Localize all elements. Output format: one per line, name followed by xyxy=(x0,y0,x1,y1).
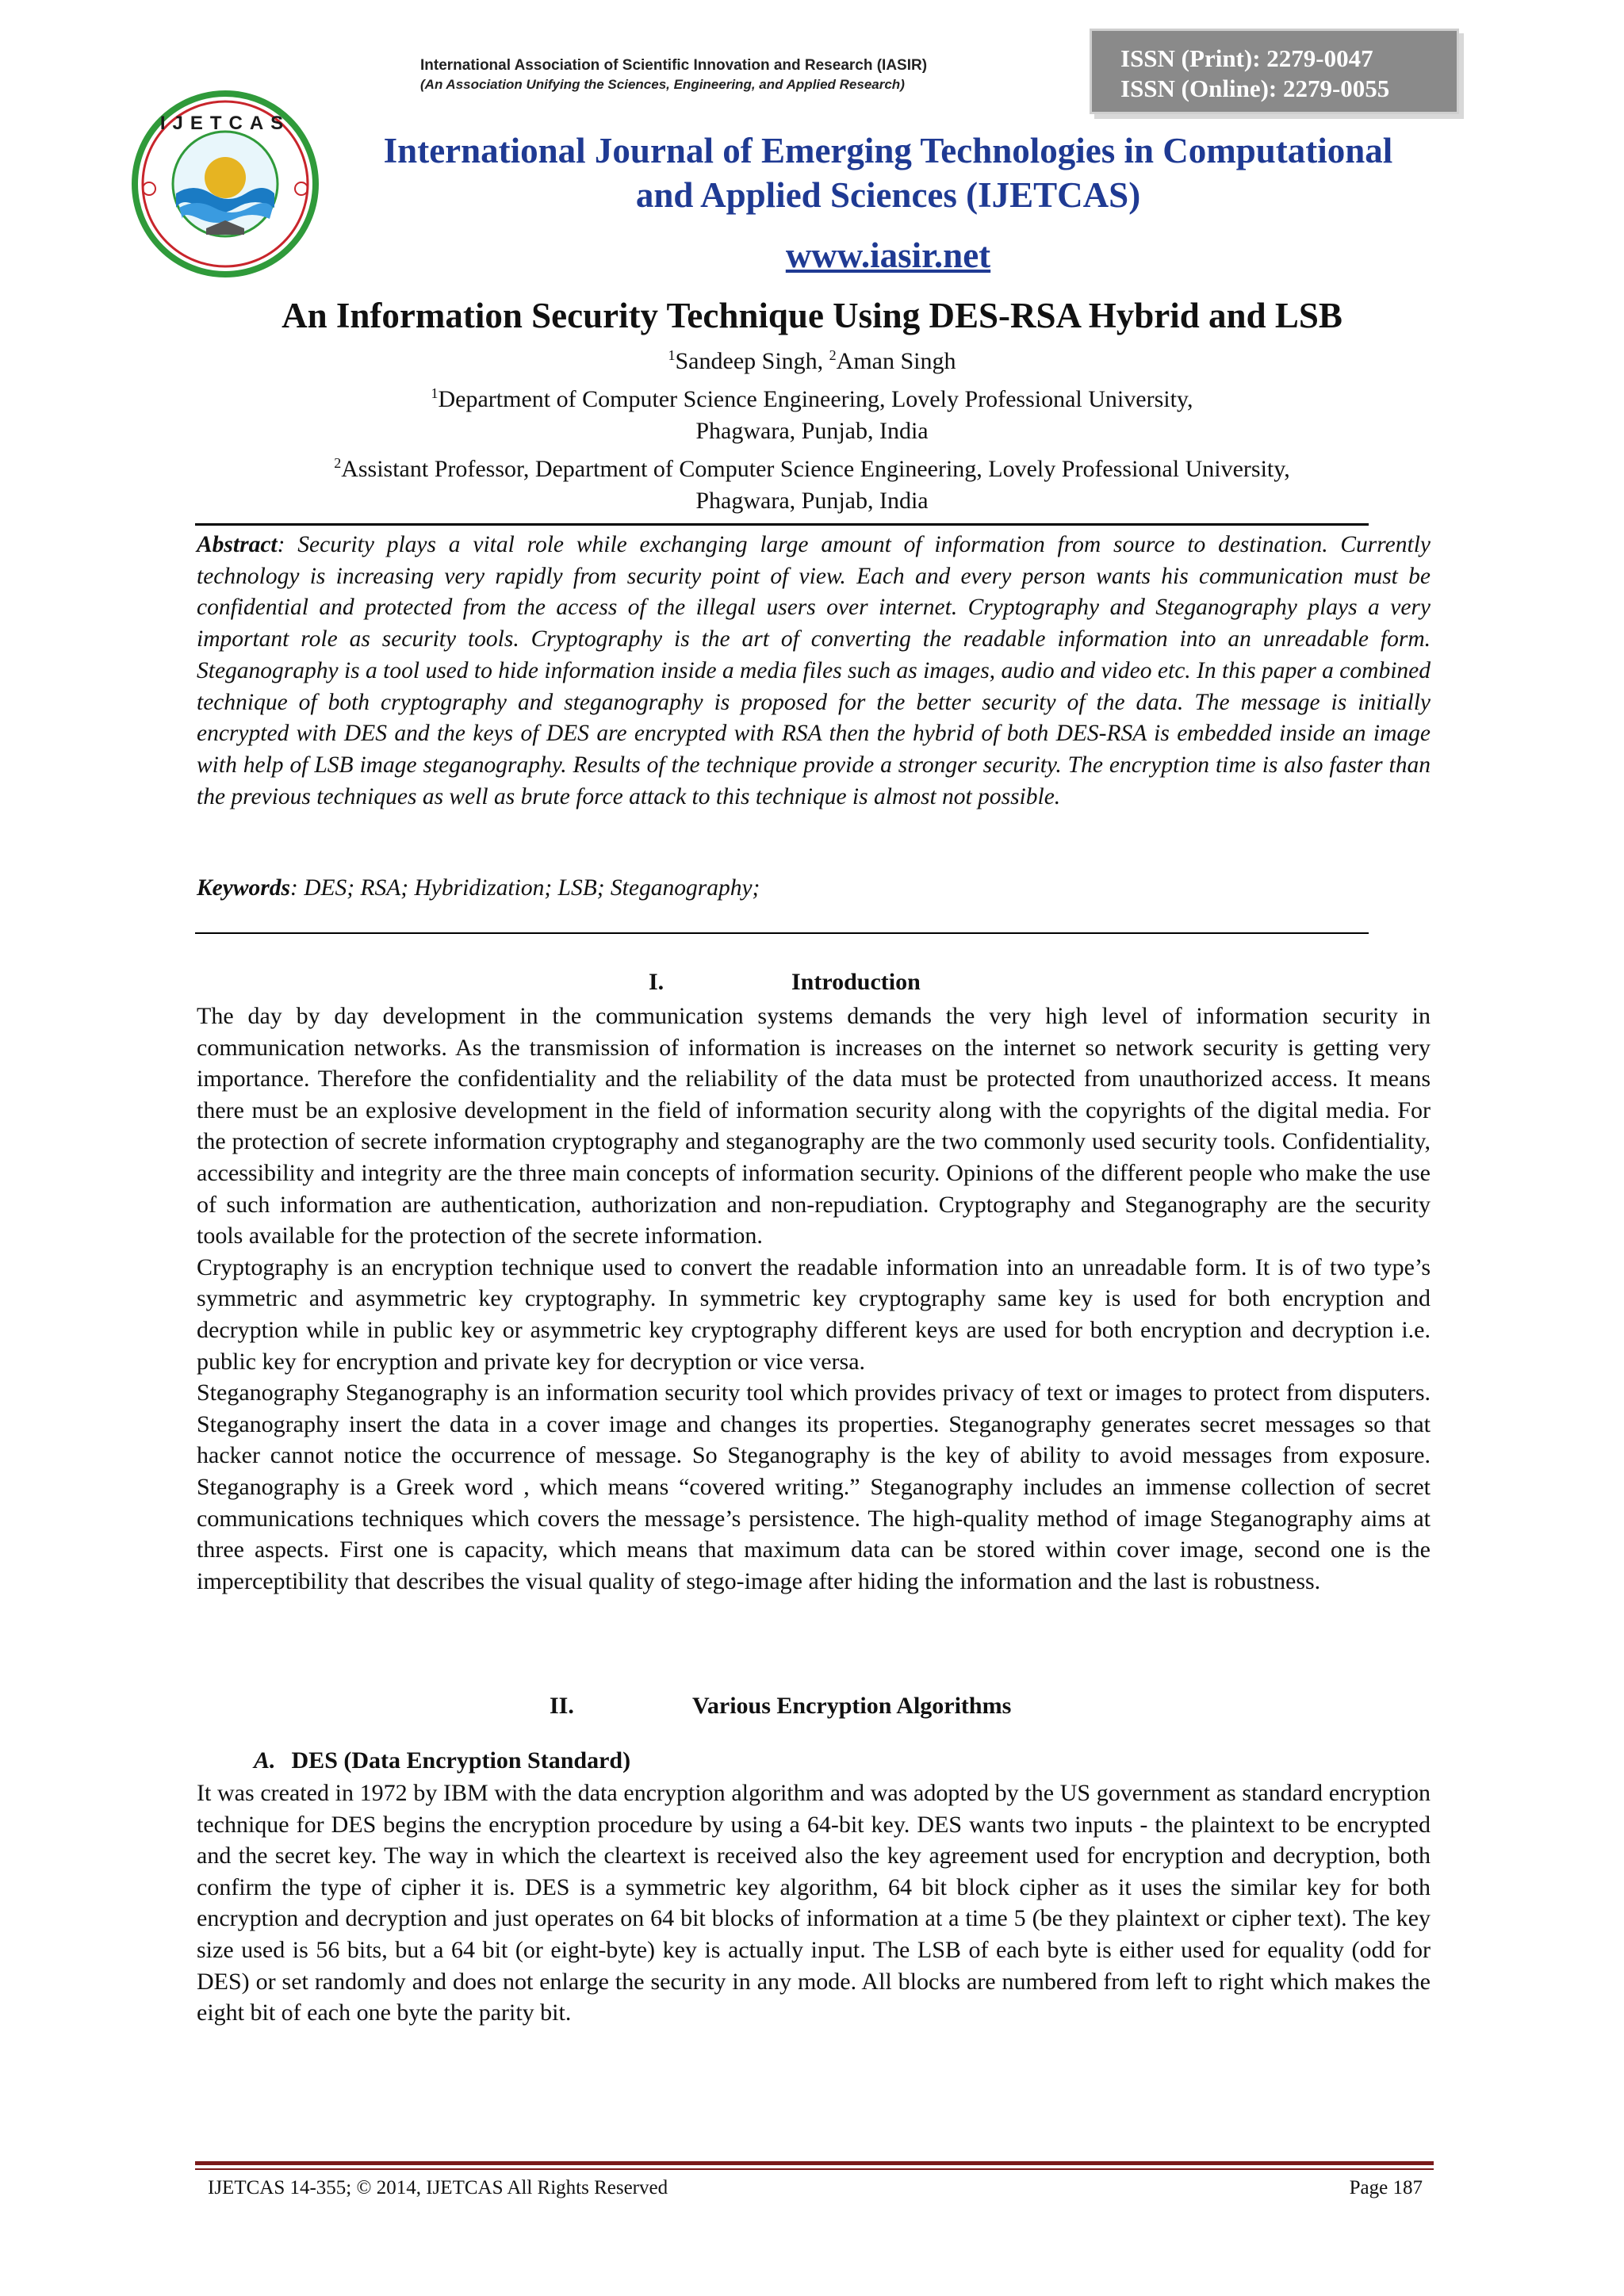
subsection-a-letter: A. xyxy=(254,1747,276,1774)
keywords-label: Keywords xyxy=(197,875,290,901)
aff2-line1: Assistant Professor, Department of Computer Science Engineering, Lovely Professional University, xyxy=(341,456,1290,482)
journal-url-link[interactable]: www.iasir.net xyxy=(785,235,991,275)
aff2-sup: 2 xyxy=(334,455,342,471)
section-1-paragraph-1: The day by day development in the communication systems demands the very high level of information security in communication networks. As the transmission of information is increases on the internet so network security is getting very importance. Therefore the confidentiality and the reliability of the data must be protected from unauthorized access. It means there must be an explosive development in the field of information security along with the copyrights of the digital media. For the protection of secrete information cryptography and steganography are the two commonly used security tools. Confidentiality, accessibility and integrity are the three main concepts of information security. Opinions of the different people who make the use of such information are authentication, authorization and non-repudiation. Cryptography and Steganography are the security tools available for the protection of the secrete information. xyxy=(197,1003,1431,1249)
section-1-paragraph-2: Cryptography is an encryption technique used to convert the readable information into an unreadable form. It is of two type’s symmetric and asymmetric key cryptography. In symmetric key cryptography same key is used for both encryption and decryption while in public key or asymmetric key cryptography different keys are used for both encryption and decryption i.e. public key for encryption and private key for decryption or vice versa. xyxy=(197,1253,1431,1375)
keywords-text: : DES; RSA; Hybridization; LSB; Steganography; xyxy=(290,875,760,901)
footer-rule-thick xyxy=(195,2161,1434,2165)
association-name: International Association of Scientific Innovation and Research (IASIR) xyxy=(420,57,928,74)
section-1-number: I. xyxy=(649,969,665,995)
abstract-bottom-rule xyxy=(195,932,1369,934)
section-2-title: Various Encryption Algorithms xyxy=(692,1693,1012,1719)
issn-box xyxy=(1090,29,1459,114)
journal-title-line1: International Journal of Emerging Technologies in Computational xyxy=(383,131,1393,170)
affiliation-2 xyxy=(95,447,1529,485)
footer-rule-thin xyxy=(195,2168,1434,2170)
author-block xyxy=(95,339,1529,517)
author2-sup: 2 xyxy=(829,347,837,363)
author1-name: Sandeep Singh, xyxy=(675,348,829,374)
association-subtitle: (An Association Unifying the Sciences, Engineering, and Applied Research) xyxy=(420,77,905,92)
section-2-body xyxy=(197,1777,1431,2029)
issn-online: ISSN (Online): 2279-0055 xyxy=(1120,75,1390,102)
issn-print: ISSN (Print): 2279-0047 xyxy=(1120,44,1373,72)
footer-copyright: IJETCAS 14-355; © 2014, IJETCAS All Rights Reserved xyxy=(208,2177,668,2198)
abstract xyxy=(197,530,1431,813)
author1-sup: 1 xyxy=(668,347,676,363)
journal-title-line2: and Applied Sciences (IJETCAS) xyxy=(635,175,1141,215)
author2-name: Aman Singh xyxy=(836,348,956,374)
abstract-text: : Security plays a vital role while exchanging large amount of information from source to destination. Currently technology is increasing very rapidly from security point of view. Each and every person wants his communication must be confidential and protected from the access of the illegal users over internet. Cryptography and Steganography plays a very important role as security tools. Cryptography is the art of converting the readable information into an unreadable form. Steganography is a tool used to hide information inside a media files such as images, audio and video etc. In this paper a combined technique of both cryptography and steganography is proposed for the better security of the data. The message is initially encrypted with DES and the keys of DES are encrypted with RSA then the hybrid of both DES-RSA is embedded inside an image with help of LSB image steganography. Results of the technique provide a stronger security. The encryption time is also faster than the previous techniques as well as brute force attack to this technique is almost not possible. xyxy=(197,532,1431,809)
aff1-line2: Phagwara, Punjab, India xyxy=(695,418,929,444)
footer-page-number: Page 187 xyxy=(1349,2177,1423,2198)
paper-title: An Information Security Technique Using DES-RSA Hybrid and LSB xyxy=(282,296,1342,335)
subsection-a-title: DES (Data Encryption Standard) xyxy=(291,1747,631,1774)
section-1-title: Introduction xyxy=(791,969,921,995)
section-1-body xyxy=(197,1001,1431,1597)
journal-title xyxy=(333,128,1443,217)
section-2-number: II. xyxy=(550,1693,574,1719)
abstract-top-rule xyxy=(195,523,1369,526)
keywords xyxy=(197,875,1431,901)
subsection-a-heading xyxy=(254,1747,630,1774)
aff1-line1: Department of Computer Science Engineering, Lovely Professional University, xyxy=(438,386,1193,412)
aff1-sup: 1 xyxy=(431,385,439,401)
journal-logo xyxy=(130,89,320,279)
logo-text: IJETCAS xyxy=(159,113,291,134)
section-2-paragraph-1: It was created in 1972 by IBM with the data encryption algorithm and was adopted by the US government as standard encryption technique for DES begins the encryption procedure by using a 64-bit key. DES wants two inputs - the plaintext to be encrypted and the secret key. The way in which the cleartext is received also the key agreement used for encryption and decryption, both confirm the type of cipher it is. DES is a symmetric key algorithm, 64 bit block cipher as it uses the similar key for both encryption and decryption and just operates on 64 bit blocks of information at a time 5 (be they plaintext or cipher text). The key size used is 56 bits, but a 64 bit (or eight-byte) key is actually input. The LSB of each byte is either used for equality (odd for DES) or set randomly and does not enlarge the security in any mode. All blocks are numbered from left to right which makes the eight bit of each one byte the parity bit. xyxy=(197,1780,1431,2026)
section-1-paragraph-3: Steganography Steganography is an information security tool which provides privacy of text or images to protect from disputers. Steganography insert the data in a cover image and changes its properties. Steganography generates secret messages so that hacker cannot notice the occurrence of message. So Steganography is the key of ability to avoid messages from exposure. Steganography is a Greek word , which means “covered writing.” Steganography includes an immense collection of secret communications techniques which covers the message’s persistence. The high-quality method of image Steganography aims at three aspects. First one is capacity, which means that maximum data can be stored within cover image, second one is the imperceptibility that describes the visual quality of stego-image after hiding the information and the last is robustness. xyxy=(197,1380,1431,1594)
author-names xyxy=(95,339,1529,377)
affiliation-1 xyxy=(95,377,1529,415)
aff2-line2: Phagwara, Punjab, India xyxy=(695,488,929,514)
abstract-label: Abstract xyxy=(197,532,278,557)
